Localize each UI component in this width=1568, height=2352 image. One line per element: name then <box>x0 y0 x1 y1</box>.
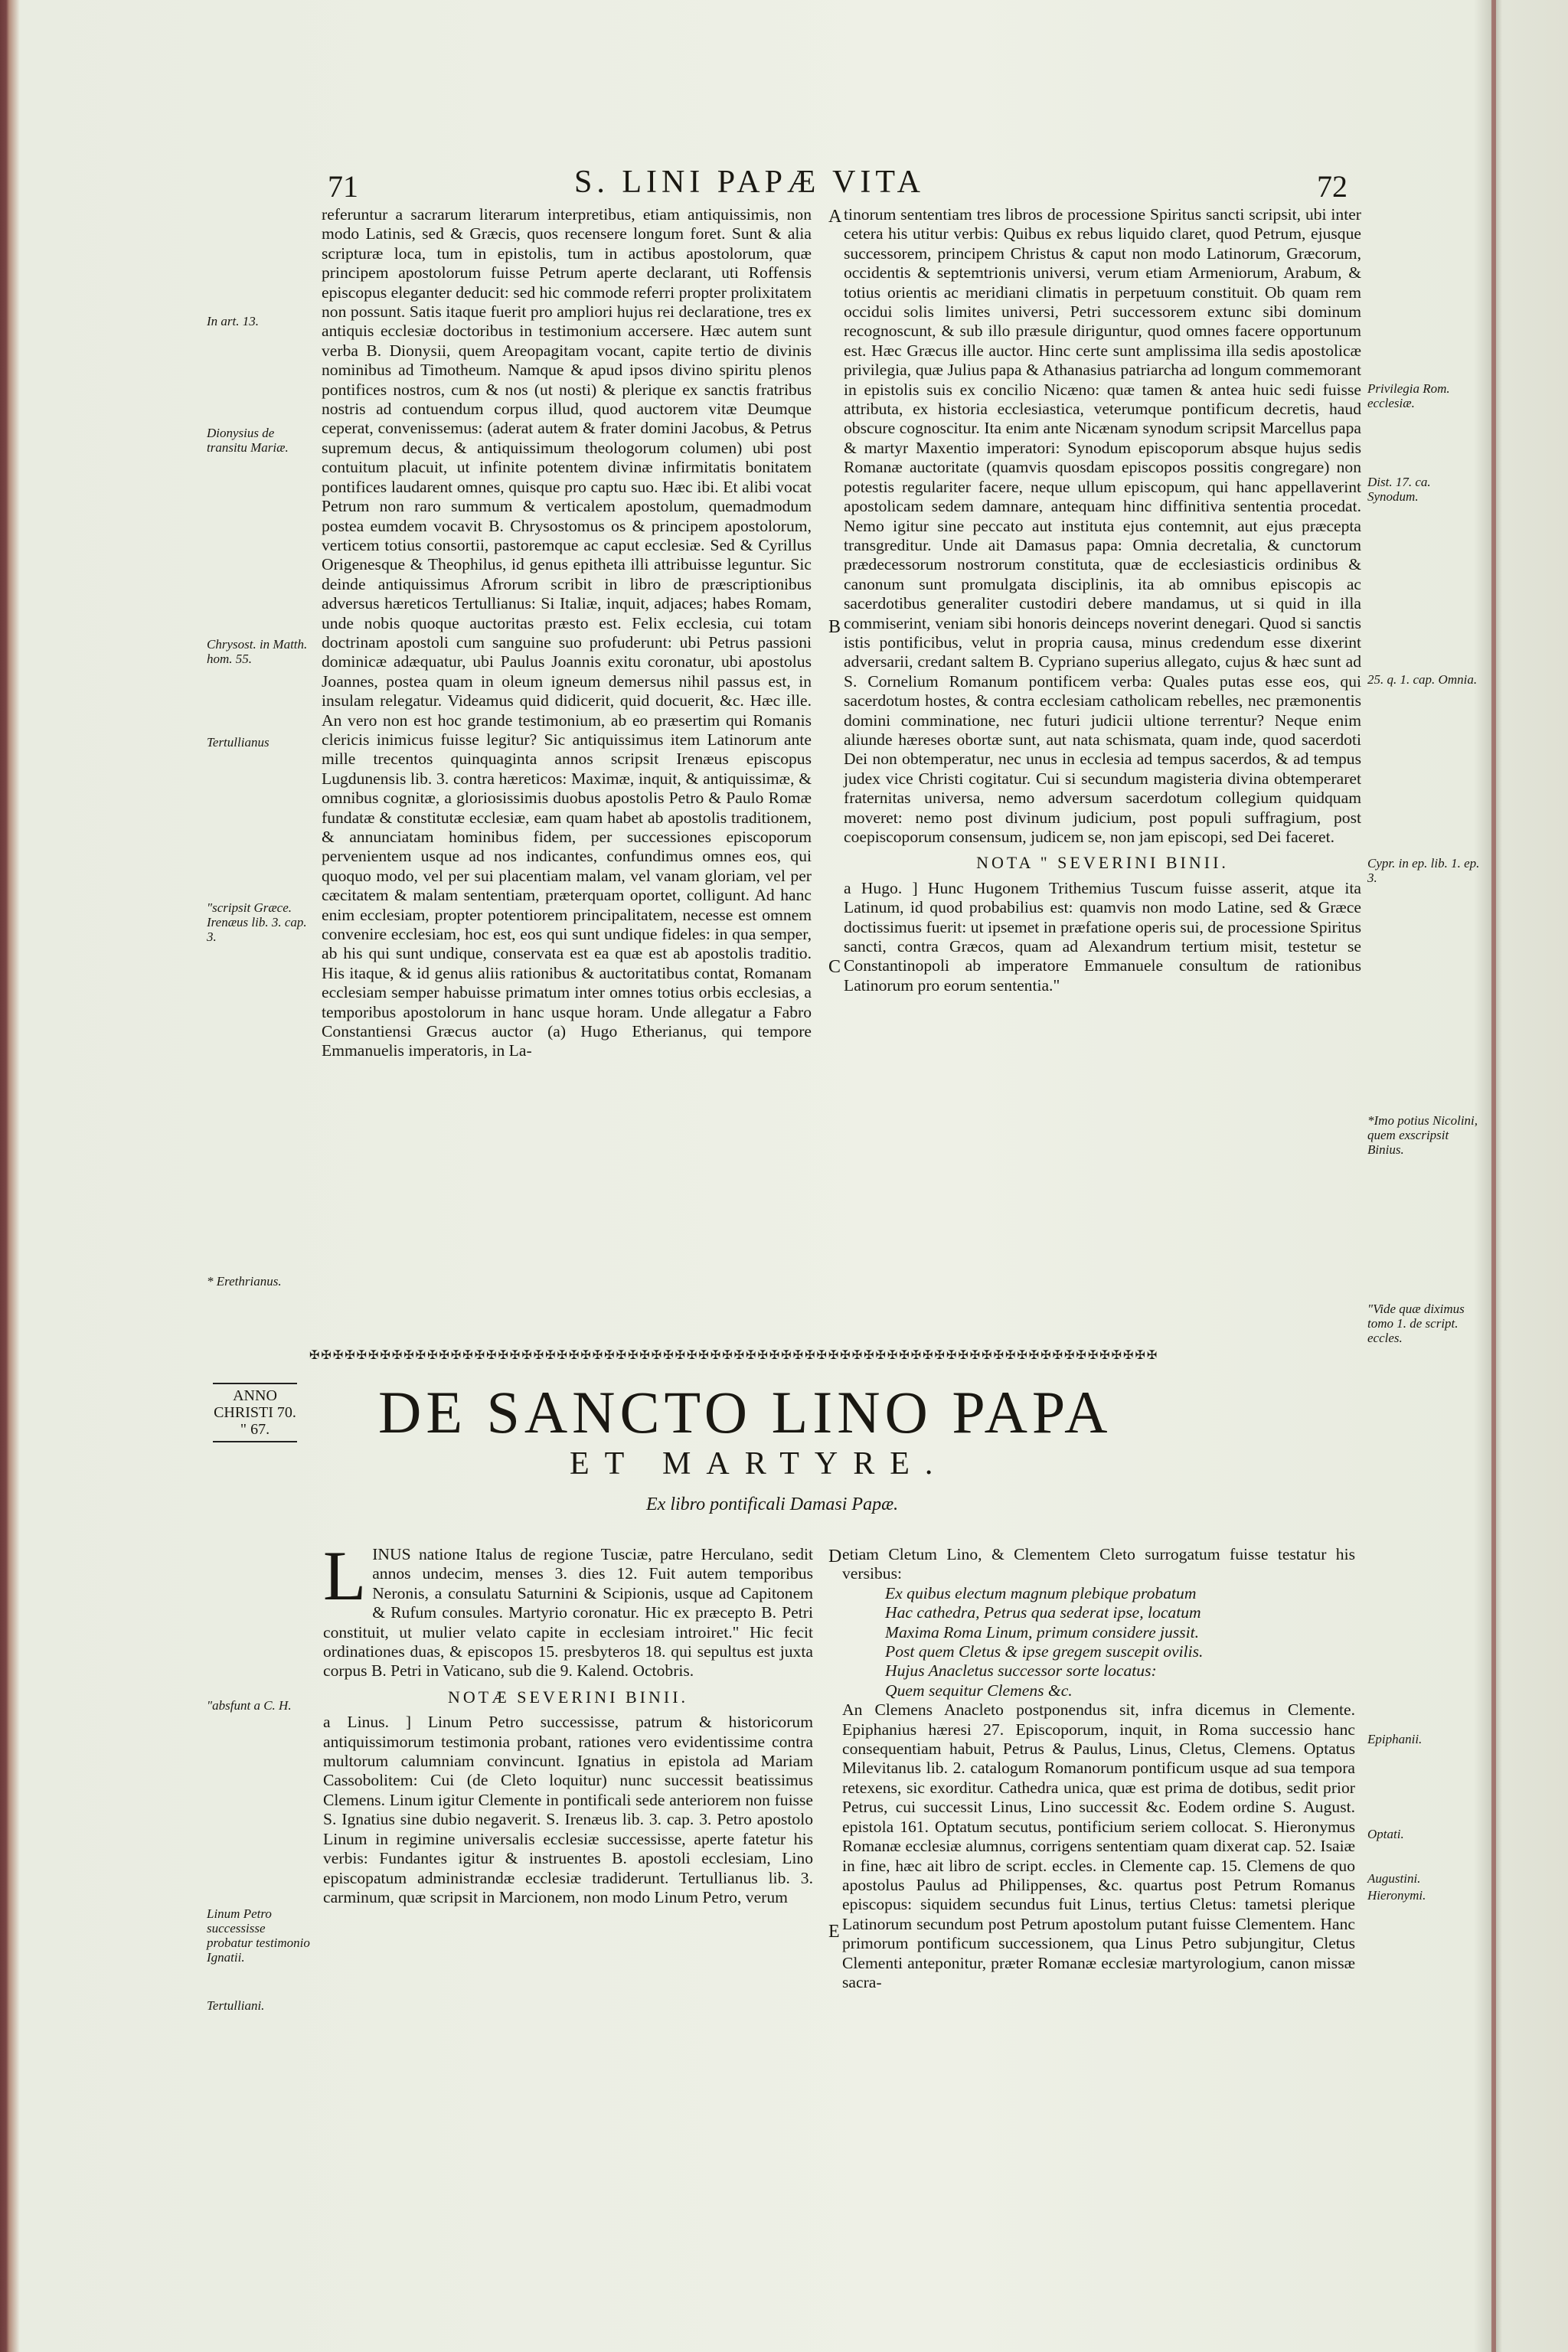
margin-note: Hieronymi. <box>1367 1888 1426 1903</box>
verse-line: Maxima Roma Linum, primum considere jussit. <box>885 1622 1200 1642</box>
verse-line: Quem sequitur Clemens &c. <box>885 1681 1073 1700</box>
section-letter-c: C <box>828 957 841 977</box>
margin-note: Tertullianus <box>207 735 270 750</box>
margin-note: * Erethrianus. <box>207 1274 282 1289</box>
column-left-lower <box>323 1537 813 1907</box>
paragraph: referuntur a sacrarum literarum interpretibus, etiam antiquissimis, non modo Latinis, sed & Græcis, quos recensere longum foret. Sunt & alia scripturæ loca, tum in epistolis, tum in actibus apostolorum, quæ principem apostolorum fuisse Petrum aperte declarant, uti Roffensis episcopus eleganter deducit: sed hic commode referri propter prolixitatem non possunt. Satis itaque fuerit pro ampliori hujus rei declaratione, tres ex antiquis ecclesiæ doctoribus in testimonium accersere. Hæc autem sunt verba B. Dionysii, quem Areopagitam vocant, capite tertio de divinis nominibus ad Timotheum. Namque & apud ipsos divino spiritu plenos pontifices nostros, cum & nos (ut nosti) & plerique ex sanctis fratribus nostris ad contuendum corpus illud, quod auctorem vitæ Deumque ceperat, convenissemus: (aderat autem & frater domini Jacobus, & Petrus supremum decus, & antiquissimum theologorum columen) ubi post contuitum placuit, ut infinite potentem divinæ infirmitatis bonitatem pontifices laudarent omnes, quisque pro captu suo. Hæc ibi. Et alibi vocat Petrum non raro summum & verticalem apostolum, quemadmodum postea eumdem vocavit B. Chrysostomus os & principem apostolorum, verticem totius consortii, pastoremque ac caput ecclesiæ. Sed & Cyrillus Origenesque & Theophilus, id genus epitheta illi attribuisse leguntur. Sic deinde antiquissimus Afrorum scribit in libro de præscriptionibus adversus hæreticos Tertullianus: Si Italiæ, inquit, adjaces; habes Romam, unde nobis quoque auctoritas præsto est. Felix ecclesia, cui totam doctrinam apostoli cum sanguine suo profuderunt: ubi Petrus passioni dominicæ adæquatur, ubi Paulus Joannis exitu coronatur, ubi apostolus Joannes, postea quam in oleum igneum demersus nihil passus est, in insulam relegatur. Videamus quid didicerit, quid docuerit, &c. Hæc ille. An vero non est hoc grande testimonium, ab eo præsertim qui Romanis clericis inimicus fuisse legitur? Sic antiquissimus item Latinorum ante mille trecentos quinquaginta annos scripsit Irenæus episcopus Lugdunensis lib. 3. contra hæreticos: Maximæ, inquit, & antiquissimæ, & omnibus cognitæ, a gloriosissimis duobus apostolis Petro & Paulo Romæ fundatæ & constitutæ ecclesiæ, eam quam habet ab apostolis traditionem, & annunciatam hominibus fidem, per successiones episcoporum pervenientem usque ad nos indicantes, confundimus omnes eos, qui quoquo modo, vel per sui placentiam malam, vel vanam gloriam, vel per cæcitatem & malam sententiam, præterquam oportet, colligunt. Ad hanc enim ecclesiam, propter potentiorem principalitatem, necesse est omnem convenire ecclesiam, hoc est, eos qui sunt undique fideles: in qua semper, ab his qui sunt undique, conservata est ea quæ est ab apostolis traditio. His itaque, & id genus aliis rationibus & auctoritatibus contat, Romanam ecclesiam semper habuisse primatum inter omnes totius orbis ecclesias, a temporibus apostolorum in hanc usque horam. Unde allegatur a Fabro Constantiensi Græcus auctor (a) Hugo Etherianus, qui tempore Emmanuelis imperatoris, in La- <box>322 205 812 1060</box>
running-header <box>11 153 1488 204</box>
section-letter-a: A <box>828 207 842 227</box>
anno-box: ANNO CHRISTI 70. " 67. <box>213 1383 297 1442</box>
chapter-title: DE SANCTO LINO PAPA <box>378 1379 1112 1446</box>
margin-note: "absfunt a C. H. <box>207 1698 292 1713</box>
margin-note: Privilegia Rom. ecclesiæ. <box>1367 381 1450 410</box>
nota-heading: NOTA " SEVERINI BINII. <box>976 853 1229 873</box>
vita-text: INUS natione Italus de regione Tusciæ, patre Herculano, sedit annos undecim, menses 3. dies 12. Fuit autem temporibus Neronis, a consulatu Saturnini & Scipionis, usque ad Capitonem & Rufum consules. Martyrio coronatur. Hic ex præcepto B. Petri constituit, ut mulier velato capite in ecclesiam introiret." Hic fecit ordinationes duas, & episcopos 15. presbyteros 18. qui sepultus est juxta corpus B. Petri in Vaticano, sub die 9. Kalend. Octobris. <box>323 1545 813 1681</box>
margin-note: Dist. 17. ca. Synodum. <box>1367 475 1431 504</box>
source-line: Ex libro pontificali Damasi Papæ. <box>646 1494 899 1514</box>
verse-line: Hac cathedra, Petrus qua sederat ipse, locatum <box>885 1603 1201 1622</box>
section-letter-e: E <box>828 1922 840 1942</box>
chapter-subtitle: ET MARTYRE. <box>570 1446 949 1481</box>
margin-note: *Imo potius Nicolini, quem exscripsit Binius. <box>1367 1113 1478 1157</box>
margin-note: 25. q. 1. cap. Omnia. <box>1367 672 1478 687</box>
margin-note: Cypr. in ep. lib. 1. ep. 3. <box>1367 856 1480 885</box>
margin-note: Augustini. <box>1367 1871 1421 1886</box>
margin-note: "scripsit Græce. Irenæus lib. 3. cap. 3. <box>207 900 307 944</box>
page-number-right: 72 <box>1317 169 1348 204</box>
margin-note: Linum Petro successisse probatur testimonio Ignatii. <box>207 1906 310 1965</box>
column-right-lower <box>842 1545 1355 1992</box>
margin-note: In art. 13. <box>207 314 259 328</box>
margin-note: Epiphanii. <box>1367 1732 1423 1746</box>
drop-cap: L <box>323 1537 367 1615</box>
verse-line: Ex quibus electum magnum plebique probatum <box>885 1583 1197 1602</box>
margin-note: Optati. <box>1367 1827 1404 1841</box>
vita-paragraph <box>323 1537 813 1681</box>
paragraph: etiam Cletum Lino, & Clementem Cleto surrogatum fuisse testatur his versibus: <box>842 1545 1355 1583</box>
notae-heading: NOTÆ SEVERINI BINII. <box>447 1687 689 1707</box>
running-title: S. LINI PAPÆ VITA <box>573 165 926 200</box>
nota-text: a Hugo. ] Hunc Hugonem Trithemius Tuscum fuisse asserit, atque ita Latinum, id quod probabilius est: quamvis non modo Latine, sed & Græce doctissimus fuerit: ut ipsemet in præfatione operis sui, de processione Spiritus sancti, contra Græcos, quam ad Alexandrum tertium misit, testetur se Constantinopoli ab imperatore Emmanuele consultum de rationibus Latinorum pro eorum sententia." <box>844 878 1361 995</box>
verse-line: Post quem Cletus & ipse gregem suscepit ovilis. <box>885 1642 1204 1661</box>
verse-line: Hujus Anacletus successor sorte locatus: <box>885 1661 1157 1681</box>
margin-note: "Vide quæ diximus tomo 1. de script. eccles. <box>1367 1302 1465 1345</box>
paragraph: tinorum sententiam tres libros de processione Spiritus sancti scripsit, ubi inter cetera his utitur verbis: Quibus ex rebus liquido claret, quod Petrum, ejusque successorem, principem Christus & caput non modo Latinorum, Græcorum, occidentis & septemtrionis universi, verum etiam Armeniorum, Arabum, & totius orientis ac meridiani climatis in perpetuum constituit. Ob quam rem occidui solis limites universi, Petri successorem extunc sibi dominum recognoscunt, & sub illo præsule diriguntur, quod omnes facere opportunum est. Hæc Græcus ille auctor. Hinc certe sunt amplissima illa sedis apostolicæ privilegia, quæ Julius papa & Athanasius patriarcha ad longum commemorant in epistolis suis ex concilio Nicæno: quæ tamen & antea huic sedi fuisse attributa, ex historia ecclesiastica, veterumque pontificum decretis, haud obscure cognoscitur. Ita enim ante Nicænam synodum scripsit Marcellus papa & martyr Maxentio imperatori: Synodum episcoporum absque hujus sedis Romanæ auctoritate (quamvis quosdam episcopos possitis congregare) non potestis regulariter facere, neque ullum episcopum, qui hanc appellaverint apostolicam sedem damnare, antequam hinc diffinitiva sententia procedat. Nemo igitur sine peccato aut instituta ejus contemnit, aut ejus præcepta transgreditur. Unde ait Damasus papa: Omnia decretalia, & cunctorum prædecessorum nostrorum constituta, quæ de ecclesiasticis ordinibus & canonum sunt promulgata disciplinis, ita ab omnibus episcopis ac sacerdotibus generaliter custodiri debere mandamus, ut si quid in illa commiserint, veniam sibi honoris deinceps noverint denegari. Quod si sanctis istis pontificibus, velut in propria causa, minus credendum esse dixerint adversarii, credant saltem B. Cypriano superius allegato, cujus & hæc sunt ad S. Cornelium Romanum pontificem verba: Quales putas esse eos, qui sacerdotum hostes, & contra ecclesiam catholicam rebelles, nec præmonentis domini comminatione, nec futuri judicii ultione terrentur? Neque enim aliunde hæreses obortæ sunt, aut nata schismata, quam inde, quod sacerdoti Dei non obtemperatur, nec unus in ecclesia ad tempus sacerdos, & ad tempus judex vice Christi cogitatur. Cui si secundum magisteria divina obtemperaret fraternitas universa, nemo adversum sacerdotum collegium quidquam moveret: nemo post divinum judicium, post populi suffragium, post coepiscoporum consensum, judicem se, non jam episcopi, sed Dei faceret. <box>844 205 1361 846</box>
notae-text: a Linus. ] Linum Petro successisse, patrum & historicorum antiquissimorum testimonia probant, rationes vero evidentissime contra multorum calumniam convincunt. Ignatius in epistola ad Mariam Cassobolitem: Cui (de Cleto loquitur) nunc successit beatissimus Clemens. Linum igitur Clemente in pontificali sede anteriorem non fuisse S. Ignatius sine dubio negaverit. S. Irenæus lib. 3. cap. 3. Petro apostolo Linum in regimine universalis ecclesiæ successisse, aperte fatetur his verbis: Fundantes igitur & instruentes B. apostoli ecclesiam, Lino episcopatum administrandæ ecclesiæ tradiderunt. Tertullianus lib. 3. carminum, quæ scripsit in Marcionem, non modo Linum Petro, verum <box>323 1713 813 1906</box>
ornamental-rule: ✠✠✠✠✠✠✠✠✠✠✠✠✠✠✠✠✠✠✠✠✠✠✠✠✠✠✠✠✠✠✠✠✠✠✠✠✠✠✠✠✠✠✠✠✠✠✠✠✠✠✠✠✠✠✠✠✠✠✠✠✠✠✠✠✠✠✠✠✠✠✠✠ <box>309 1349 1159 1360</box>
margin-note: Tertulliani. <box>207 1998 265 2013</box>
page-number-left: 71 <box>328 169 358 204</box>
margin-note: Chrysost. in Matth. hom. 55. <box>207 637 308 666</box>
section-letter-d: D <box>828 1547 842 1566</box>
section-letter-b: B <box>828 617 841 637</box>
book-page <box>11 0 1488 2352</box>
margin-note: Dionysius de transitu Mariæ. <box>207 426 289 455</box>
paragraph: An Clemens Anacleto postponendus sit, infra dicemus in Clemente. Epiphanius hæresi 27. Episcoporum, inquit, in Roma successio hanc consequentiam habuit, Petrus & Paulus, Linus, Cletus, Clemens. Optatus Milevitanus lib. 2. catalogum Romanorum pontificum usque ad sua tempora retexens, sic exorditur. Cathedra unica, quæ est prima de dotibus, sedit prior Petrus, cui successit Linus, Lino successit &c. Eodem ordine S. August. epistola 161. Optatum secutus, pontificium seriem collocat. S. Hieronymus Romanæ ecclesiæ alumnus, corrigens sententiam quam dixerat cap. 52. Isaiæ in fine, hæc ait libro de script. eccles. in Clemente cap. 15. Clemens de quo apostolus Paulus ad Philippenses, &c. quartus post Petrum Romanus episcopus: siquidem secundus fuit Linus, tertius Cletus: tametsi plerique Latinorum secundum post Petrum apostolum putant fuisse Clementem. Hanc primorum pontificum successionem, qua Linus Petro subjungitur, Cletus Clementi anteponitur, præter Romanæ ecclesiæ martyrologium, canon missæ sacra- <box>842 1700 1355 1991</box>
column-left-upper <box>322 205 812 1061</box>
column-right-upper <box>844 205 1361 995</box>
